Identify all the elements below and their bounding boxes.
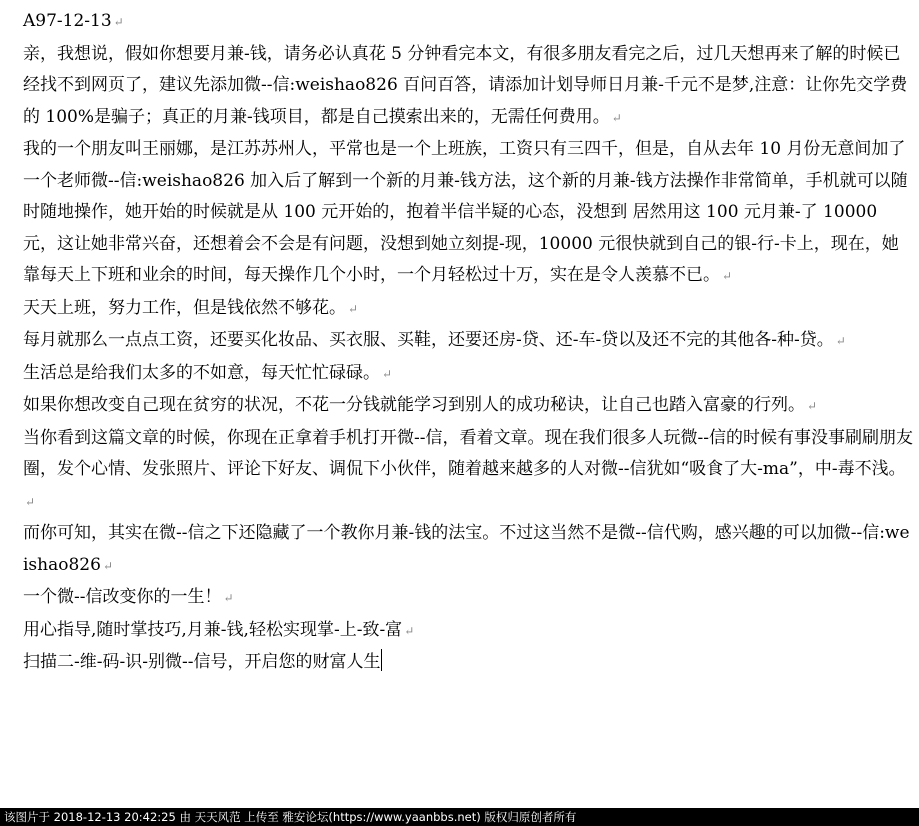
paragraph-mark-icon: ↵ <box>722 269 733 283</box>
paragraph-mark-icon: ↵ <box>807 399 818 413</box>
paragraph-text: 而你可知，其实在微--信之下还隐藏了一个教你月兼-钱的法宝。不过这当然不是微--信代购，感兴趣的可以加微--信:weishao826 <box>23 523 910 575</box>
paragraph-text: 天天上班，努力工作，但是钱依然不够花。 <box>23 297 346 318</box>
paragraph <box>23 518 913 582</box>
paragraph-text: 我的一个朋友叫王丽娜，是江苏苏州人，平常也是一个上班族，工资只有三四千，但是，自从去年 10 月份无意间加了一个老师微--信:weishao826 加入后了解到一个新的月兼-钱方法，这个新的月兼-钱方法操作非常简单，手机就可以随时随地操作，她开始的时候就是从 100 元开始的，抱着半信半疑的心态，没想到 居然用这 100 元月兼-了 10000 元，这让她非常兴奋，还想着会不会是有问题，没想到她立刻提-现，10000 元很快就到自己的银-行-卡上，现在，她靠每天上下班和业余的时间，每天操作几个小时，一个月轻松过十万，实在是令人羡慕不已。 <box>23 139 908 285</box>
paragraph-text: 当你看到这篇文章的时候，你现在正拿着手机打开微--信，看着文章。现在我们很多人玩微--信的时候有事没事刷刷朋友圈，发个心情、发张照片、评论下好友、调侃下小伙伴，随着越来越多的人对微--信犹如“吸食了大-ma”，中-毒不浅。 <box>23 427 913 479</box>
upload-watermark-bar <box>0 808 919 826</box>
paragraph-mark-icon: ↵ <box>404 623 415 638</box>
paragraph[interactable] <box>23 647 913 679</box>
paragraph-mark-icon: ↵ <box>382 366 393 381</box>
paragraph-text: 扫描二-维-码-识-别微--信号，开启您的财富人生 <box>23 652 381 672</box>
paragraph-text: 生活总是给我们太多的不如意，每天忙忙碌碌。 <box>23 362 380 383</box>
watermark-text: 该图片于 2018-12-13 20:42:25 由 天天风范 上传至 雅安论坛(https://www.yaanbbs.net) 版权归原创者所有 <box>4 810 577 824</box>
paragraph-mark-icon: ↵ <box>348 301 359 316</box>
paragraph <box>23 390 913 423</box>
paragraph <box>23 134 913 293</box>
paragraph <box>23 423 913 519</box>
paragraph <box>23 39 913 135</box>
paragraph-mark-icon: ↵ <box>611 110 622 125</box>
paragraph-mark-icon: ↵ <box>113 15 124 29</box>
paragraph-text: 如果你想改变自己现在贫穷的状况，不花一分钱就能学习到别人的成功秘诀，让自己也踏入富豪的行列。 <box>23 395 805 415</box>
paragraph <box>23 293 913 326</box>
text-cursor <box>381 649 382 671</box>
paragraph-mark-icon: ↵ <box>102 558 113 573</box>
doc-code-line <box>23 6 913 39</box>
paragraph-text: 用心指导,随时掌技巧,月兼-钱,轻松实现掌-上-致-富 <box>23 619 403 640</box>
document-body <box>23 6 913 679</box>
paragraph-text: A97-12-13 <box>23 11 112 31</box>
paragraph <box>23 615 913 648</box>
paragraph-text: 每月就那么一点点工资，还要买化妆品、买衣服、买鞋，还要还房-贷、还-车-贷以及还不完的其他各-种-贷。 <box>23 330 834 350</box>
paragraph-mark-icon: ↵ <box>223 591 234 605</box>
paragraph <box>23 358 913 391</box>
paragraph <box>23 325 913 358</box>
paragraph-mark-icon: ↵ <box>25 494 36 509</box>
paragraph-mark-icon: ↵ <box>835 334 846 348</box>
paragraph-text: 一个微--信改变你的一生！ <box>23 587 222 607</box>
paragraph <box>23 582 913 615</box>
paragraph-text: 亲，我想说，假如你想要月兼-钱，请务必认真花 5 分钟看完本文，有很多朋友看完之后，过几天想再来了解的时候已经找不到网页了，建议先添加微--信:weishao826 百问百答，请添加计划导师日月兼-千元不是梦,注意：让你先交学费的 100%是骗子；真正的月兼-钱项目，都是自己摸索出来的，无需任何费用。 <box>23 43 908 127</box>
